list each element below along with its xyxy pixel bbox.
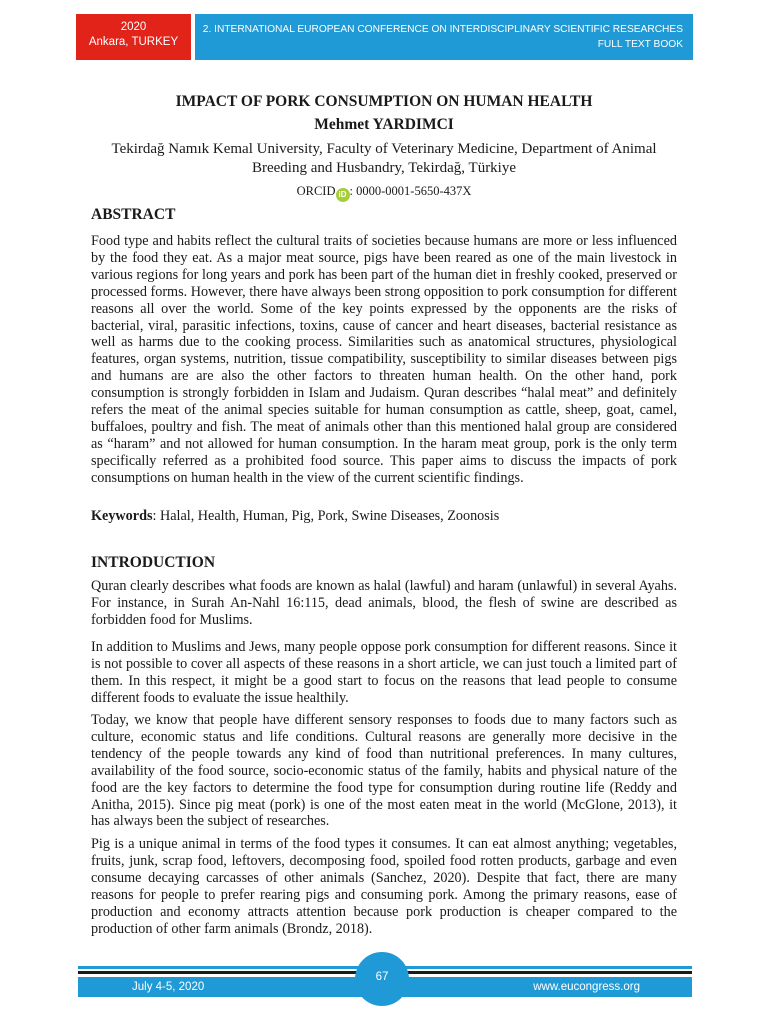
intro-paragraph-1: Quran clearly describes what foods are known as halal (lawful) and haram (unlawful) in several Ayahs. For instance, in Surah An-Nahl 16:115, dead animals, blood, the flesh of swine are described as forbidden food for Muslims. <box>91 578 677 628</box>
intro-paragraph-4: Pig is a unique animal in terms of the food types it consumes. It can eat almost anything; vegetables, fruits, junk, scrap food, leftovers, decomposing food, spoiled food rotten products, garbage and even consume decaying carcasses of other animals (Sanchez, 2020). Despite that fact, there are many reasons for people to prefer rearing pigs and consuming pork. Among the primary reasons, ease of production and economy attracts attention because pork production is cheaper compared to the production of other farm animals (Brondz, 2018). <box>91 836 677 937</box>
paper-affiliation: Tekirdağ Namık Kemal University, Faculty of Veterinary Medicine, Department of Animal Breeding and Husbandry, Tekirdağ, Türkiye <box>111 141 657 176</box>
orcid-value: : 0000-0001-5650-437X <box>349 184 472 198</box>
footer-date: July 4-5, 2020 <box>132 981 205 993</box>
footer-website[interactable]: www.eucongress.org <box>533 981 640 993</box>
header-conference-box <box>195 14 693 60</box>
abstract-text: Food type and habits reflect the cultural traits of societies because humans are more or less influenced by the food they eat. As a major meat source, pigs have been reared as one of the main livestock in various regions for long years and pork has been part of the human diet in freshly cooked, preserved or processed forms. However, there have always been strong opposition to pork consumption for different reasons all over the world. Some of the key points expressed by the opponents are the risks of bacterial, viral, parasitic infections, toxins, cause of cancer and heart diseases, bacterial resistance as well as harms due to the cooking process. Similarities such as anatomical structures, physiological features, organ systems, nutrition, tissue compatibility, susceptibility to similar diseases between pigs and humans are are also the other factors to threaten human health. On the other hand, pork consumption is strongly forbidden in Islam and Judaism. Quran describes “halal meat” and definitely refers the meat of the animal species suitable for human consumption as cattle, sheep, goat, camel, buffaloes, poultry and fish. The meat of animals other than this mentioned halal group are considered as “haram” and not allowed for human consumption. In the haram meat group, pork is the only term specifically referred as a prohibited food source. This paper aims to discuss the impacts of pork consumptions on human health in the view of the current scientific findings. <box>91 233 677 486</box>
abstract-heading: ABSTRACT <box>91 206 176 223</box>
header-year: 2020 <box>120 21 147 33</box>
page-number: 67 <box>355 952 409 1006</box>
keywords-line <box>91 508 677 525</box>
orcid-icon[interactable]: iD <box>336 188 350 202</box>
intro-paragraph-3: Today, we know that people have different sensory responses to foods due to many factors such as culture, economic status and life conditions. Cultural reasons are generally more decisive in the tendency of the people towards any kind of food than nutritional preferences. In many cultures, availability of the food source, socio-economic status of the family, habits and physical nature of the food are the key factors to determine the food type for consumption during routine life (Reddy and Anitha, 2015). Since pig meat (pork) is one of the most eaten meat in the world (McGlone, 2013), it has always been the subject of researches. <box>91 712 677 830</box>
header-book: FULL TEXT BOOK <box>597 39 683 50</box>
header-location: Ankara, TURKEY <box>88 36 179 48</box>
introduction-heading: INTRODUCTION <box>91 554 216 571</box>
keywords-value: : Halal, Health, Human, Pig, Pork, Swine Diseases, Zoonosis <box>152 508 500 524</box>
intro-paragraph-2: In addition to Muslims and Jews, many people oppose pork consumption for different reasons. Since it is not possible to cover all aspects of these reasons in a short article, we can just touch a limited part of them. In this respect, it might be a good start to focus on the reasons that lead people to consume different foods to evaluate the issue healthily. <box>91 639 677 706</box>
header-location-box <box>76 14 191 60</box>
paper-author: Mehmet YARDIMCI <box>314 116 454 133</box>
paper-title: IMPACT OF PORK CONSUMPTION ON HUMAN HEALTH <box>175 93 593 110</box>
orcid-line <box>0 184 768 202</box>
header-conference: 2. INTERNATIONAL EUROPEAN CONFERENCE ON INTERDISCIPLINARY SCIENTIFIC RESEARCHES <box>202 24 683 35</box>
keywords-label: Keywords <box>91 508 153 524</box>
orcid-label: ORCID <box>296 184 336 198</box>
